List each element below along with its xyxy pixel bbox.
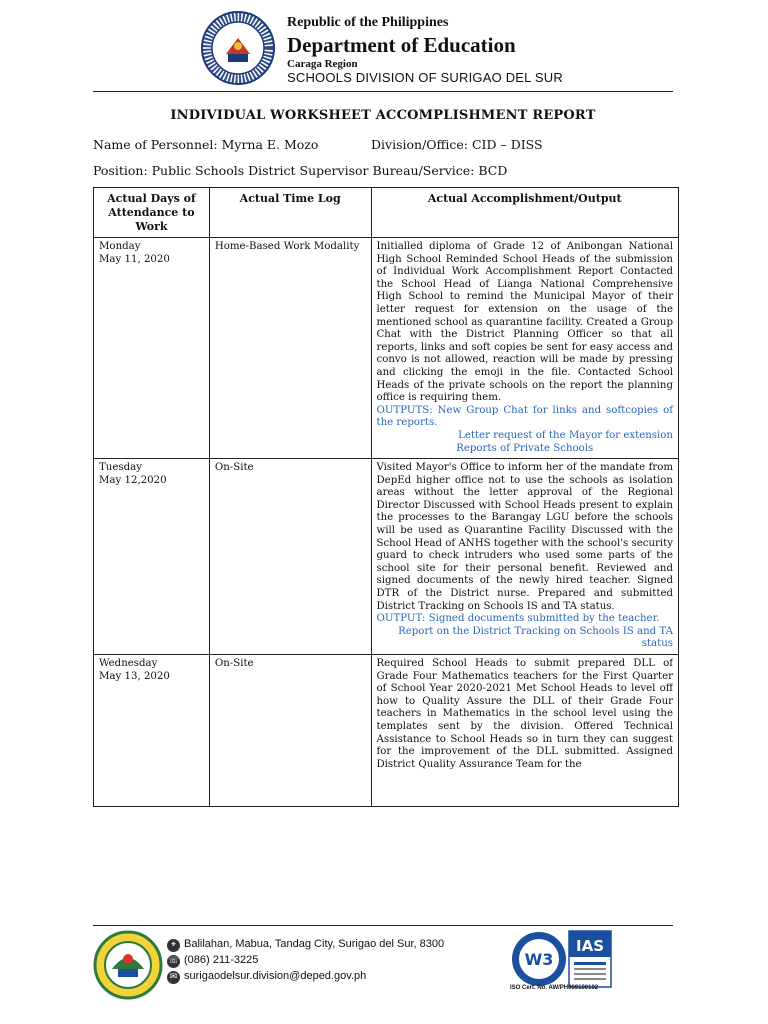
w3-cert-logo-icon: [510, 930, 568, 988]
footer-phone: (086) 211-3225: [184, 954, 259, 966]
col-header-time-log: Actual Time Log: [209, 188, 371, 238]
row-accomplishment: Required School Heads to submit prepared DLL of Grade Four Mathematics teachers for the First Quarter of School Year 2020-2021 Met School Heads to level off how to Quality Assure the DLL of their Grade Four teachers in Mathematics in the school level using the templates sent by the division. Offered Technical Assistance to School Heads so in turn they can suggest for the improvement of the DLL submitted. Assigned District Quality Assurance Team for the: [376, 658, 673, 770]
republic-line: Republic of the Philippines: [287, 15, 449, 30]
row-date: May 11, 2020: [99, 253, 170, 265]
email-icon: ✉: [167, 971, 180, 984]
row-day: Monday: [99, 241, 141, 252]
row-day: Wednesday: [99, 658, 158, 669]
phone-icon: ☏: [167, 956, 180, 966]
row-day: Tuesday: [99, 462, 142, 474]
department-name: Department of Education: [287, 32, 516, 57]
row-time-log: On-Site: [209, 459, 371, 655]
row-accomplishment: Initialled diploma of Grade 12 of Anibongan National High School Reminded School Heads of the submission of Individual Work Accomplishment Report Contacted the School Head of Lianga National Comprehensive High School to remind the Municipal Mayor of their letter request for extension on the usage of the mentioned school as quarantine facility. Created a Group Chat with the District Planning Officer so that all reports, links and soft copies be sent for easy access and convo is not allowed, reaction will be made by pressing and clicking the emoji in the file. Contacted School Heads of the private schools on the report the planning office is requiring them.: [376, 241, 673, 404]
location-icon: ⌖: [167, 939, 180, 952]
position-line: Position: Public Schools District Supervisor Bureau/Service: BCD: [93, 163, 508, 178]
w3-logo-text: W3: [524, 950, 554, 969]
footer-rule: [93, 925, 673, 926]
letterhead: [287, 16, 563, 85]
footer-email: surigaodelsur.division@deped.gov.ph: [184, 970, 367, 982]
personnel-name: Name of Personnel: Myrna E. Mozo: [93, 137, 319, 152]
table-header-row: [94, 188, 679, 238]
row-time-log: On-Site: [209, 655, 371, 807]
table-row: [94, 238, 679, 459]
division-office: Division/Office: CID – DISS: [371, 137, 543, 152]
row-output: Report on the District Tracking on Schools IS and TA status: [398, 625, 673, 650]
row-accomplishment: Visited Mayor's Office to inform her of the mandate from DepEd higher office not to use the schools as isolation areas without the letter approval of the Regional Director Discussed with School Heads present to explain the processes to the Barangay LGU before the schools will be used as Quarantine Facility Discussed with the School Head of ANHS together with the school's security guard to check intruders who used some parts of the school site for their personal benefit. Reviewed and signed documents of the newly hired teacher. Signed DTR of the District nurse. Prepared and submitted District Tracking on Schools IS and TA status.: [376, 462, 673, 612]
table-row: [94, 459, 679, 655]
iso-cert-number: ISO Cert. No. AW/PH909100102: [510, 985, 599, 991]
division-name: SCHOOLS DIVISION OF SURIGAO DEL SUR: [287, 70, 563, 86]
division-logo-icon: [92, 929, 164, 1001]
row-output: Letter request of the Mayor for extension: [458, 429, 673, 441]
table-row: [94, 655, 679, 807]
footer-address: Balilahan, Mabua, Tandag City, Surigao del Sur, 8300: [184, 938, 445, 950]
report-title: INDIVIDUAL WORKSHEET ACCOMPLISHMENT REPORT: [170, 108, 596, 123]
row-date: May 12,2020: [99, 474, 167, 486]
ias-logo-text: IAS: [576, 937, 604, 955]
header-rule: [93, 91, 673, 92]
row-time-log: Home-Based Work Modality: [209, 238, 371, 459]
col-header-accomplishment: Actual Accomplishment/Output: [371, 188, 679, 238]
region-name: Caraga Region: [287, 57, 358, 70]
row-output: Reports of Private Schools: [456, 442, 594, 454]
col-header-days: Actual Days of Attendance to Work: [94, 188, 210, 238]
accomplishment-table: [93, 187, 679, 807]
row-output: OUTPUTS: New Group Chat for links and softcopies of the reports.: [376, 404, 673, 429]
deped-seal-icon: [200, 10, 276, 86]
row-output: OUTPUT: Signed documents submitted by the teacher.: [376, 613, 660, 625]
ias-accredited-logo-icon: [568, 930, 612, 988]
row-date: May 13, 2020: [99, 670, 170, 682]
